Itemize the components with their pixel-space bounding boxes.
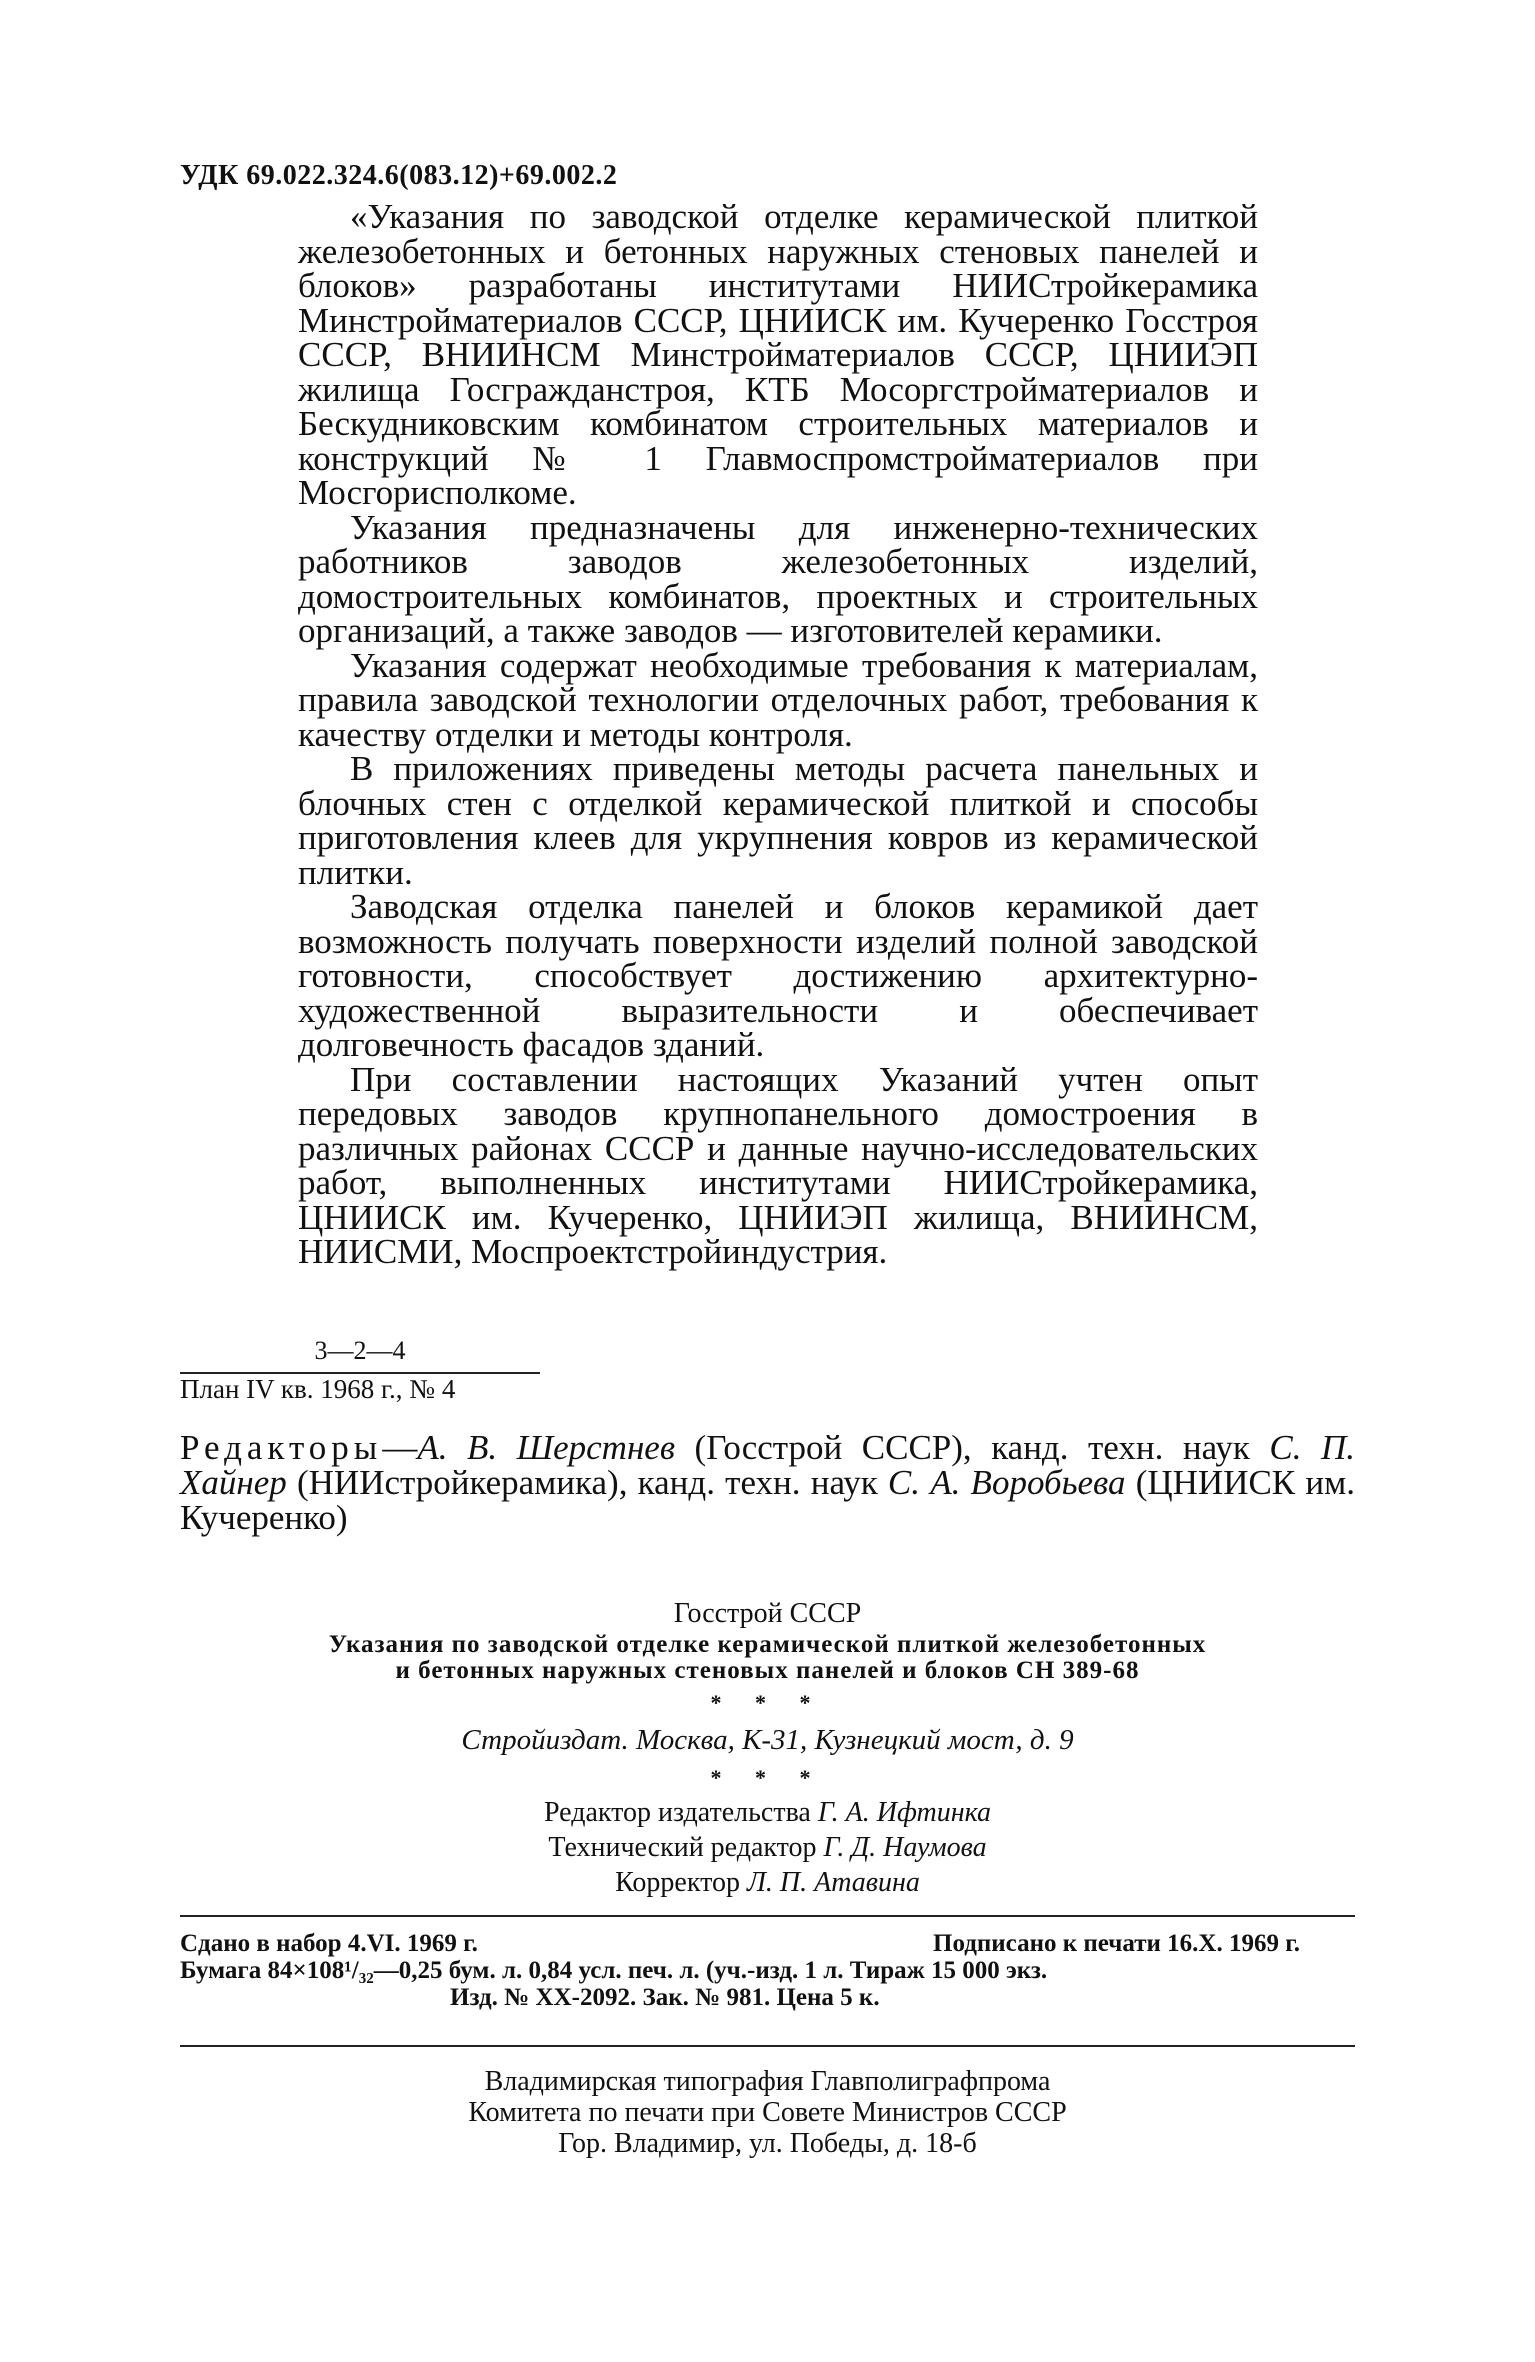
editor-name: С. П. Хайнер	[180, 1428, 1356, 1502]
paragraph: Указания содержат необходимые требования к материалам, правила заводской технологии отделочных работ, требования к качеству отделки и методы контроля.	[298, 645, 1258, 754]
editors-dash: —	[382, 1428, 418, 1467]
main-text	[298, 197, 1258, 1271]
paragraph: В приложениях приведены методы расчета панельных и блочных стен с отделкой керамической плиткой и способы приготовления клеев для укрупнения ковров из керамической плитки.	[298, 749, 1258, 892]
plan-code: 3—2—4	[314, 1336, 406, 1365]
imprint	[180, 1930, 1355, 2011]
divider	[180, 2045, 1355, 2047]
paragraph: Указания предназначены для инженерно-технических работников заводов железобетонных изделий, домостроительных комбинатов, проектных и строительных организаций, а также заводов — изготовителей керамики.	[298, 507, 1258, 650]
staff-name: Г. Д. Наумова	[823, 1832, 987, 1863]
divider	[180, 1915, 1355, 1917]
organization: Госстрой СССР	[673, 1598, 862, 1629]
sent-to-typesetting: Сдано в набор 4.VI. 1969 г.	[180, 1930, 478, 1957]
udk-code: УДК 69.022.324.6(083.12)+69.002.2	[180, 160, 618, 191]
staff-role: Редактор издательства	[543, 1797, 811, 1828]
staff-name: Л. П. Атавина	[746, 1867, 920, 1898]
printer-line: Комитета по печати при Совете Министров СССР	[468, 2097, 1067, 2128]
title-line: и бетонных наружных стеновых панелей и блоков СН 389-68	[395, 1657, 1140, 1684]
editor-name: С. А. Воробьева	[887, 1463, 1126, 1502]
editor-affiliation: (Госстрой СССР), канд. техн. наук	[675, 1428, 1270, 1467]
separator-stars: * * *	[710, 1765, 825, 1790]
separator-stars: * * *	[710, 1690, 825, 1715]
paragraph: «Указания по заводской отделке керамической плиткой железобетонных и бетонных наружных стеновых панелей и блоков» разработаны институтами НИИСтройкерамика Минстройматериалов СССР, ЦНИИСК им. Кучеренко Госстроя СССР, ВНИИНСМ Минстройматериалов СССР, ЦНИИЭП жилища Госгражданстроя, КТБ Мосоргстройматериалов и Бескудниковским комбинатом строительных материалов и конструкций № 1 Главмоспромстройматериалов при Мосгорисполкоме.	[298, 197, 1258, 512]
plan-text: План IV кв. 1968 г., № 4	[180, 1374, 456, 1404]
printer-info	[180, 2066, 1355, 2159]
staff-credits	[180, 1795, 1355, 1900]
staff-role: Корректор	[615, 1867, 740, 1898]
staff-row	[180, 1865, 1355, 1900]
printer-line: Владимирская типография Главполиграфпрома	[484, 2066, 1051, 2097]
publisher-address: Стройиздат. Москва, К-31, Кузнецкий мост, д. 9	[461, 1724, 1074, 1756]
order-details: Изд. № XX-2092. Зак. № 981. Цена 5 к.	[450, 1984, 880, 2011]
title-line: Указания по заводской отделке керамической плиткой железобетонных	[328, 1631, 1207, 1658]
signed-for-print: Подписано к печати 16.X. 1969 г.	[933, 1930, 1300, 1957]
document-title	[180, 1632, 1355, 1684]
paper-details: Бумага 84×108¹/₃₂—0,25 бум. л. 0,84 усл. печ. л. (уч.-изд. 1 л. Тираж 15 000 экз.	[180, 1957, 1048, 1984]
paragraph: При составлении настоящих Указаний учтен опыт передовых заводов крупнопанельного домостроения в различных районах СССР и данные научно-исследовательских работ, выполненных институтами НИИСтройкерамика, ЦНИИСК им. Кучеренко, ЦНИИЭП жилища, ВНИИНСМ, НИИСМИ, Моспроектстройиндустрия.	[298, 1059, 1258, 1271]
staff-role: Технический редактор	[548, 1832, 817, 1863]
staff-row	[180, 1795, 1355, 1830]
editor-affiliation: (НИИстройкерамика), канд. техн. наук	[286, 1463, 888, 1502]
paragraph: Заводская отделка панелей и блоков керамикой дает возможность получать поверхности изделий полной заводской готовности, способствует достижению архитектурно-художественной выразительности и обеспечивает долговечность фасадов зданий.	[298, 887, 1258, 1064]
imprint-row	[180, 1930, 1355, 1957]
editor-name: А. В. Шерстнев	[417, 1428, 676, 1467]
editor-affiliation: (ЦНИИСК им. Кучеренко)	[180, 1463, 1355, 1537]
printer-line: Гор. Владимир, ул. Победы, д. 18-б	[558, 2128, 977, 2159]
staff-row	[180, 1830, 1355, 1865]
editors-label: Редакторы	[180, 1428, 383, 1467]
editors-credit	[180, 1430, 1355, 1535]
staff-name: Г. А. Ифтинка	[817, 1797, 992, 1828]
